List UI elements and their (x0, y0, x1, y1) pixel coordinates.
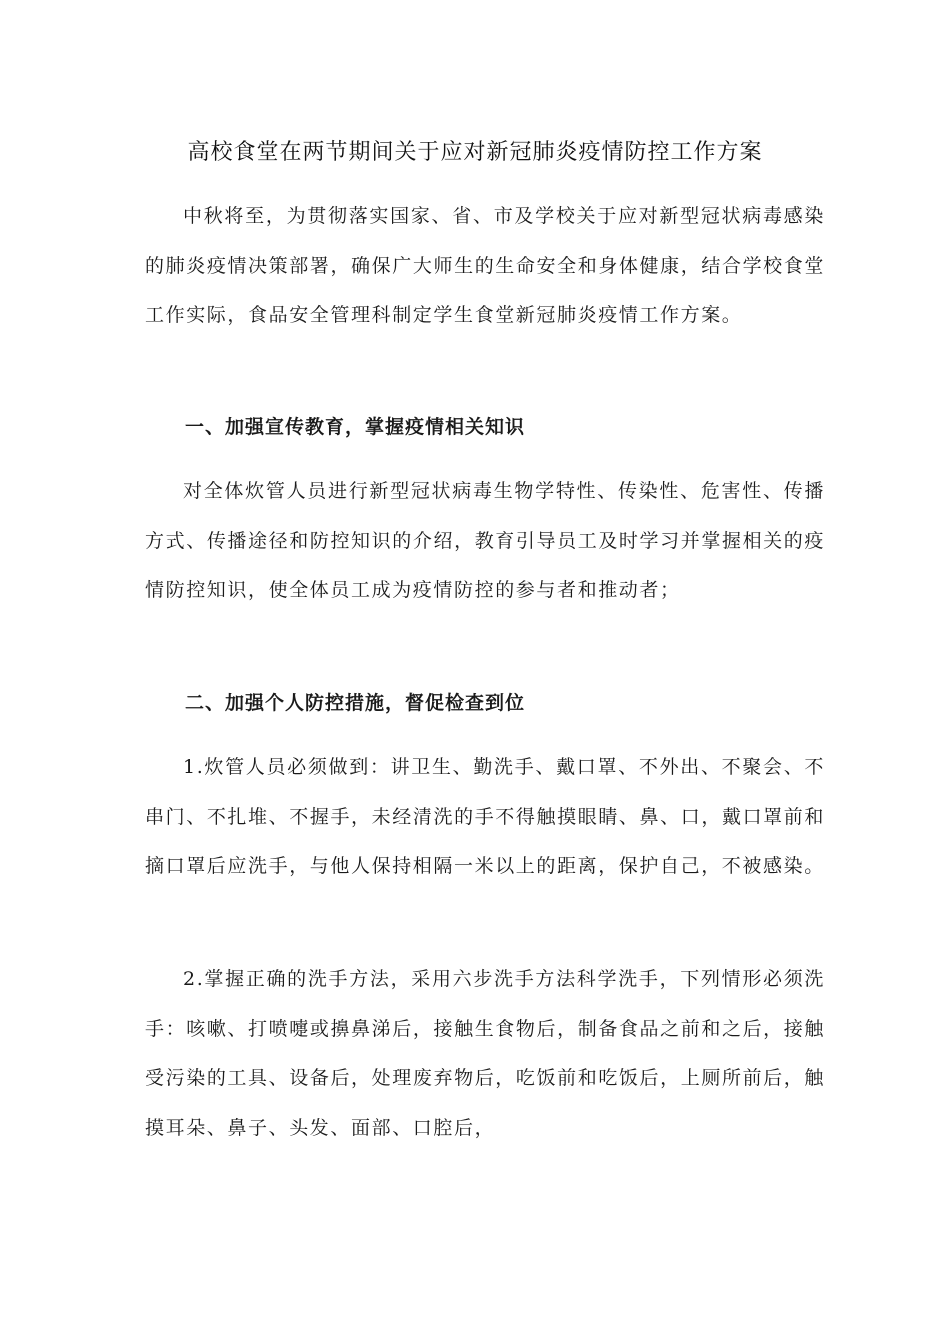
section-2-heading: 二、加强个人防控措施，督促检查到位 (185, 692, 526, 714)
section-2-item-2: 2.掌握正确的洗手方法，采用六步洗手方法科学洗手，下列情形必须洗手：咳嗽、打喷嚏或擤鼻涕后，接触生食物后，制备食品之前和之后，接触受污染的工具、设备后，处理废弃物后，吃饭前和吃饭后，上厕所前后，触摸耳朵、鼻子、头发、面部、口腔后， (145, 968, 825, 1139)
section-2-item-1: 1.炊管人员必须做到：讲卫生、勤洗手、戴口罩、不外出、不聚会、不串门、不扎堆、不握手，未经清洗的手不得触摸眼睛、鼻、口，戴口罩前和摘口罩后应洗手，与他人保持相隔一米以上的距离，保护自己，不被感染。 (145, 756, 825, 877)
section-1-heading: 一、加强宣传教育，掌握疫情相关知识 (185, 416, 526, 438)
intro-paragraph: 中秋将至，为贯彻落实国家、省、市及学校关于应对新型冠状病毒感染的肺炎疫情决策部署，确保广大师生的生命安全和身体健康，结合学校食堂工作实际，食品安全管理科制定学生食堂新冠肺炎疫情工作方案。 (145, 205, 825, 326)
document-title: 高校食堂在两节期间关于应对新冠肺炎疫情防控工作方案 (187, 140, 763, 165)
section-1-paragraph: 对全体炊管人员进行新型冠状病毒生物学特性、传染性、危害性、传播方式、传播途径和防控知识的介绍，教育引导员工及时学习并掌握相关的疫情防控知识，使全体员工成为疫情防控的参与者和推动者； (145, 480, 825, 601)
